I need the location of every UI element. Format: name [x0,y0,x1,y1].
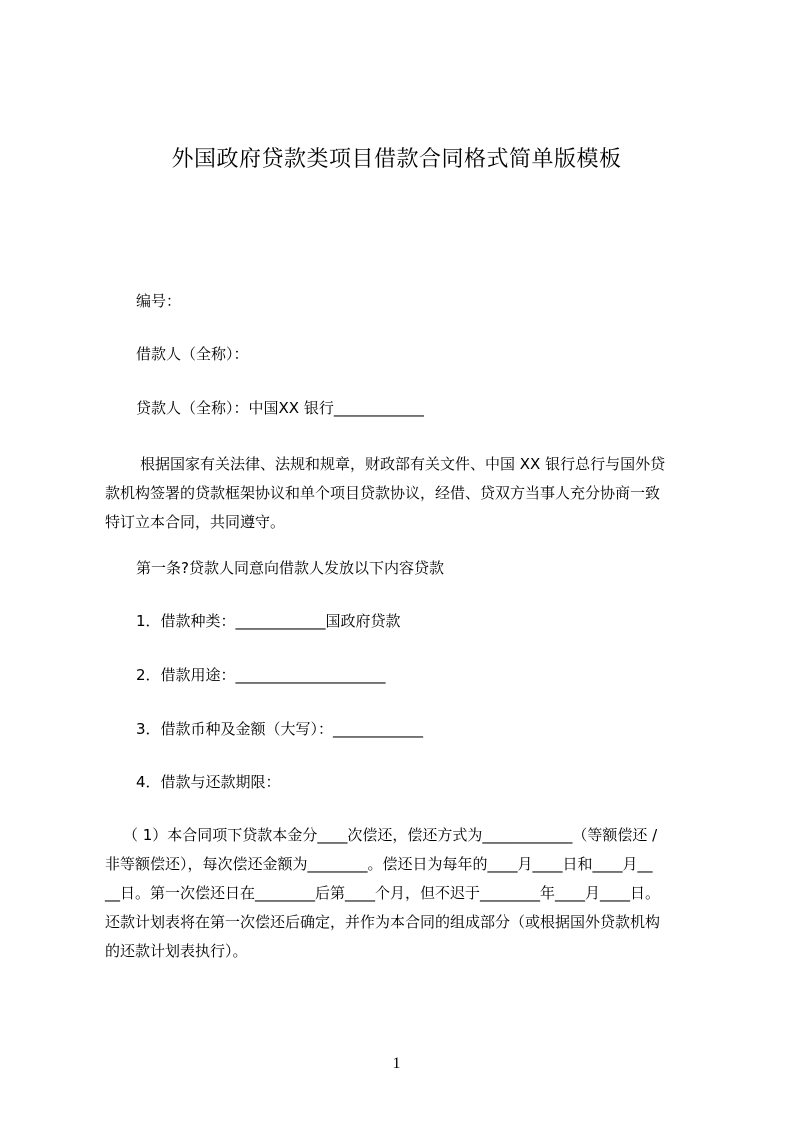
page-number: 1 [392,1055,401,1072]
lender-label: 贷款人（全称）：中国XX 银行____________ [136,399,424,417]
item-loan-term: 4．借款与还款期限： [136,773,281,791]
contract-number-label: 编号： [136,292,182,310]
preamble-line: 特订立本合同，共同遵守。 [105,513,286,531]
repayment-line: 的还款计划表执行）。 [105,942,248,960]
item-loan-type: 1．借款种类：____________国政府贷款 [136,612,401,630]
repayment-line: （ 1）本合同项下贷款本金分____次偿还，偿还方式为____________（等额偿还 / [123,826,658,844]
repayment-line: 还款计划表将在第一次偿还后确定，并作为本合同的组成部分（或根据国外贷款机构 [105,913,661,931]
item-loan-currency-amount: 3．借款币种及金额（大写）：____________ [136,720,424,738]
preamble-paragraph [105,450,700,537]
article-1-heading: 第一条?贷款人同意向借款人发放以下内容贷款 [136,559,444,577]
preamble-line: 根据国家有关法律、法规和规章，财政部有关文件、中国 XX 银行总行与国外贷 [140,455,666,473]
repayment-clause [105,821,700,966]
repayment-line: __日。第一次偿还日在________后第____个月，但不迟于________年____月____日。 [105,884,661,902]
repayment-line: 非等额偿还），每次偿还金额为________。偿还日为每年的____月____日和____月__ [105,855,653,873]
preamble-line: 款机构签署的贷款框架协议和单个项目贷款协议，经借、贷双方当事人充分协商一致 [105,484,661,502]
borrower-label: 借款人（全称）： [136,345,249,363]
item-loan-purpose: 2．借款用途：____________________ [136,666,386,684]
document-title: 外国政府贷款类项目借款合同格式简单版模板 [171,147,622,172]
